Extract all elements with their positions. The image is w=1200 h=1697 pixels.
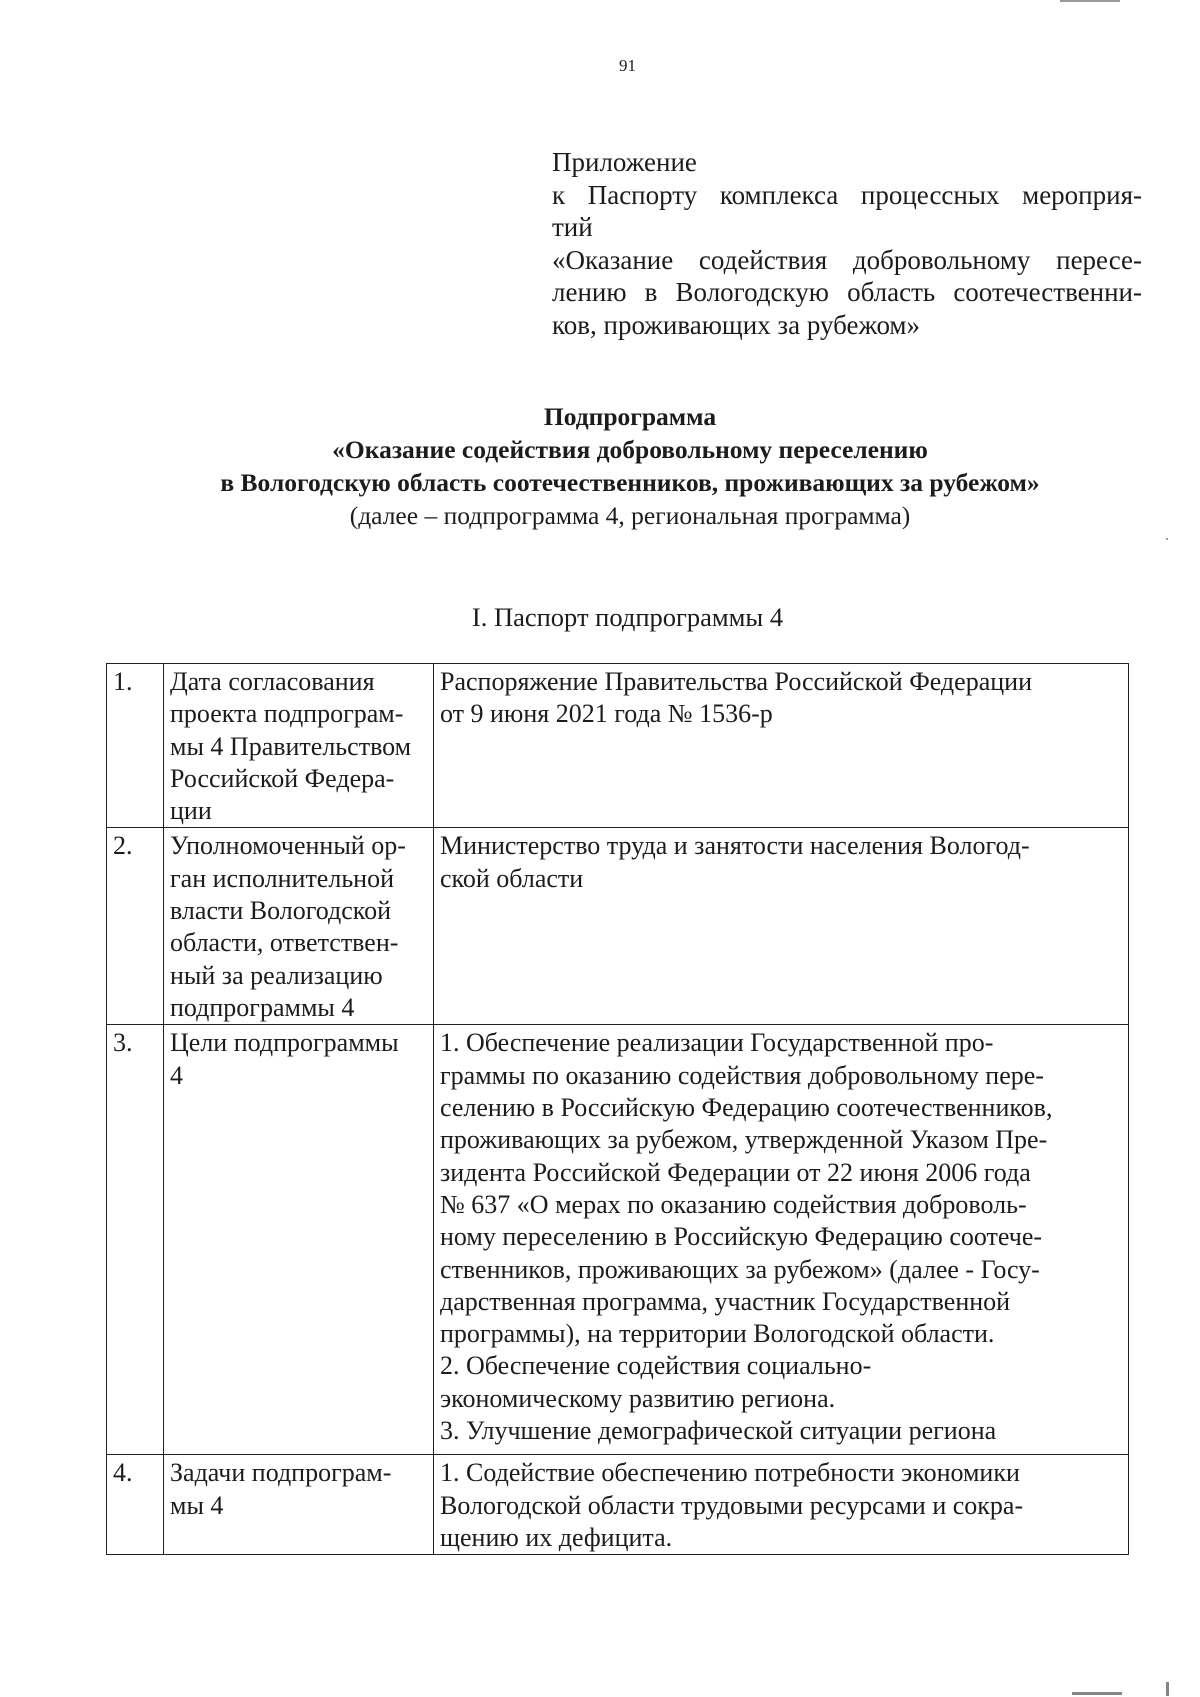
text-line: области, ответствен- bbox=[170, 928, 399, 958]
appendix-line: Приложение bbox=[552, 147, 697, 177]
text-line: власти Вологодской bbox=[170, 896, 391, 926]
passport-table bbox=[106, 663, 1129, 1555]
text-line: подпрограммы 4 bbox=[170, 992, 355, 1022]
text-line: Российской Федера- bbox=[170, 763, 395, 793]
text-line: Распоряжение Правительства Российской Федерации bbox=[440, 667, 1032, 696]
text-line: ному переселению в Российскую Федерацию соотече- bbox=[440, 1222, 1043, 1252]
row-number: 2. bbox=[107, 828, 164, 1025]
text-line: 2. Обеспечение содействия социально- bbox=[440, 1351, 872, 1381]
text-line: 3. Улучшение демографической ситуации региона bbox=[440, 1416, 997, 1446]
title-line-4: (далее – подпрограмма 4, региональная программа) bbox=[349, 501, 911, 530]
appendix-line: тий bbox=[552, 212, 593, 242]
row-label bbox=[164, 664, 434, 828]
scan-mark bbox=[1060, 0, 1120, 2]
row-number: 1. bbox=[107, 664, 164, 828]
text-line: ции bbox=[170, 796, 212, 826]
appendix-line: к Паспорту комплекса процессных мероприя- bbox=[552, 179, 1142, 210]
scan-mark bbox=[1166, 1682, 1169, 1696]
text-line: ный за реализацию bbox=[170, 960, 383, 990]
title-line-2: «Оказание содействия добровольному переселению bbox=[332, 435, 928, 464]
text-line: 1. Обеспечение реализации Государственной про- bbox=[440, 1028, 994, 1058]
table-row bbox=[107, 664, 1129, 828]
title-line-1: Подпрограмма bbox=[543, 402, 717, 431]
appendix-line: лению в Вологодскую область соотечественни- bbox=[552, 277, 1142, 307]
row-number: 3. bbox=[107, 1025, 164, 1455]
text-line: от 9 июня 2021 года № 1536-р bbox=[440, 699, 773, 729]
appendix-line: ков, проживающих за рубежом» bbox=[552, 309, 921, 340]
row-label bbox=[164, 1025, 434, 1455]
text-line: ган исполнительной bbox=[170, 863, 395, 893]
text-line: щению их дефицита. bbox=[440, 1523, 673, 1553]
text-line: № 637 «О мерах по оказанию содействия доброволь- bbox=[440, 1189, 1027, 1219]
text-line: граммы по оказанию содействия добровольному пере- bbox=[440, 1060, 1044, 1090]
text-line: Цели подпрограммы bbox=[170, 1028, 399, 1058]
table-row bbox=[107, 1455, 1129, 1555]
text-line: мы 4 bbox=[170, 1490, 224, 1520]
table-row bbox=[107, 1025, 1129, 1455]
row-label bbox=[164, 828, 434, 1025]
row-value bbox=[434, 664, 1129, 828]
text-line: Задачи подпрограм- bbox=[170, 1458, 392, 1488]
text-line: мы 4 Правительством bbox=[170, 731, 412, 761]
text-line: ственников, проживающих за рубежом» (далее - Госу- bbox=[440, 1254, 1040, 1284]
text-line: селению в Российскую Федерацию соотечественников, bbox=[440, 1093, 1053, 1123]
text-line: ской области bbox=[440, 863, 584, 893]
text-line: экономическому развитию региона. bbox=[440, 1383, 836, 1413]
text-line: проживающих за рубежом, утвержденной Указом Пре- bbox=[440, 1125, 1048, 1155]
text-line: проекта подпрограм- bbox=[170, 699, 404, 729]
text-line: программы), на территории Вологодской области. bbox=[440, 1319, 995, 1349]
row-label bbox=[164, 1455, 434, 1555]
row-value bbox=[434, 828, 1129, 1025]
text-line: 1. Содействие обеспечению потребности экономики bbox=[440, 1458, 1020, 1488]
title-line-3: в Вологодскую область соотечественников, проживающих за рубежом» bbox=[220, 468, 1040, 497]
text-line: зидента Российской Федерации от 22 июня 2006 года bbox=[440, 1157, 1031, 1187]
text-line: 4 bbox=[170, 1060, 183, 1090]
row-number: 4. bbox=[107, 1455, 164, 1555]
page-number: 91 bbox=[619, 56, 636, 75]
text-line: дарственная программа, участник Государственной bbox=[440, 1286, 1011, 1316]
scan-mark bbox=[1072, 1692, 1122, 1695]
scan-mark bbox=[1166, 538, 1168, 540]
appendix-line: «Оказание содействия добровольному пересе- bbox=[552, 244, 1142, 275]
text-line: Вологодской области трудовыми ресурсами и сокра- bbox=[440, 1490, 1024, 1520]
appendix-note bbox=[552, 146, 1142, 341]
text-line: Уполномоченный ор- bbox=[170, 831, 406, 861]
subprogram-title bbox=[0, 400, 1200, 532]
row-value bbox=[434, 1025, 1129, 1455]
table-row bbox=[107, 828, 1129, 1025]
text-line: Дата согласования bbox=[170, 667, 375, 696]
row-value bbox=[434, 1455, 1129, 1555]
text-line: Министерство труда и занятости населения Вологод- bbox=[440, 831, 1030, 861]
section-heading: I. Паспорт подпрограммы 4 bbox=[471, 602, 784, 632]
